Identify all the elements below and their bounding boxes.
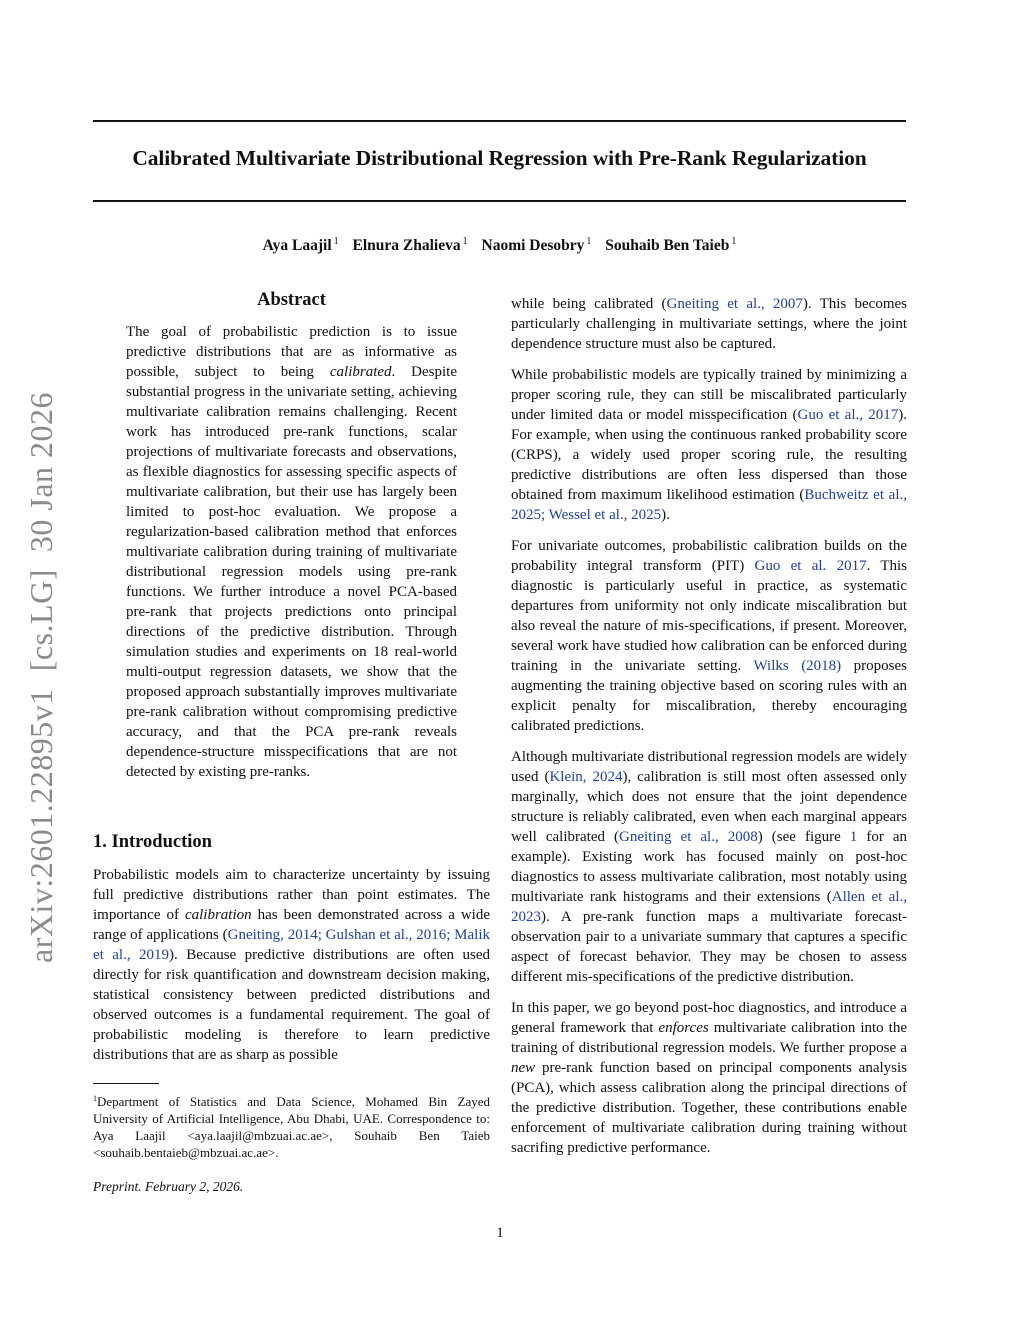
author-name: Souhaib Ben Taieb $^1$ — [605, 236, 737, 254]
author-name: Aya Laajil $^1$ — [262, 236, 339, 254]
page-number: 1 — [496, 1225, 504, 1241]
left-column — [93, 290, 490, 1195]
citation-link[interactable]: Buchweitz et al., 2025; Wessel et al., 2025 — [511, 487, 907, 523]
citation-link[interactable]: Wilks (2018) — [753, 658, 842, 674]
footnote-rule — [93, 1083, 159, 1084]
title-rule-top — [93, 120, 906, 122]
arxiv-identifier: arXiv:2601.22895v1 [cs.LG] 30 Jan 2026 — [23, 391, 59, 963]
intro-paragraph-2: While probabilistic models are typically trained by minimizing a proper scoring rule, they can still be miscalibrated particularly under limited data or model misspecification (Guo et al., 2017). For example, when using the continuous ranked probability score (CRPS), a widely used proper scoring rule, the resulting predictive distributions are often less dispersed than those obtained from maximum likelihood estimation (Buchweitz et al., 2025; Wessel et al., 2025). — [511, 367, 907, 523]
paper-title: Calibrated Multivariate Distributional Regression with Pre-Rank Regularization — [132, 146, 867, 170]
citation-link[interactable]: Guo et al., 2017 — [797, 407, 899, 423]
figure-reference-link[interactable]: 1 — [849, 829, 858, 845]
intro-paragraph-5: In this paper, we go beyond post-hoc diagnostics, and introduce a general framework that enforces multivariate calibration into the training of distributional regression models. We further propose a new pre-rank function based on principal components analysis (PCA), which assess calibration along the principal directions of the predictive distribution. Together, these contributions enable enforcement of multivariate calibration during training without sacrifing predictive performance. — [511, 1000, 907, 1156]
intro-paragraph-3: For univariate outcomes, probabilistic calibration builds on the probability integral transform (PIT) Guo et al. 2017. This diagnostic is particularly useful in practice, as systematic departures from uniformity not only indicate miscalibration but also reveal the nature of mis-specifications, if present. Moreover, several work have studied how calibration can be enforced during training in the univariate setting. Wilks (2018) proposes augmenting the training objective based on scoring rules with an explicit penalty for miscalibration, thereby encouraging calibrated predictions. — [511, 538, 907, 734]
citation-link[interactable]: Gneiting et al., 2007 — [666, 296, 803, 312]
citation-link[interactable]: Guo et al. 2017 — [754, 558, 867, 574]
abstract-heading: Abstract — [257, 290, 326, 310]
citation-link[interactable]: Gneiting, 2014; Gulshan et al., 2016; Malik et al., 2019 — [93, 927, 490, 963]
intro-paragraph-1-continued: while being calibrated (Gneiting et al., 2007). This becomes particularly challenging in multivariate settings, where the joint dependence structure must also be captured. — [511, 296, 907, 352]
author-name: Elnura Zhalieva $^1$ — [352, 236, 468, 254]
author-list — [93, 236, 906, 255]
citation-link[interactable]: Gneiting et al., 2008 — [619, 829, 758, 845]
intro-paragraph-4: Although multivariate distributional regression models are widely used (Klein, 2024), calibration is still most often assessed only marginally, which does not ensure that the joint dependence structure is reliably calibrated, even when each marginal appears well calibrated (Gneiting et al., 2008) (see figure 1 for an example). Existing work has focused mainly on post-hoc diagnostics to assess multivariate calibration, most notably using multivariate rank histograms and their extensions (Allen et al., 2023). A pre-rank function maps a multivariate forecast-observation pair to a univariate summary that captures a specific aspect of forecast behavior. They may be chosen to assess different mis-specifications of the predictive distribution. — [511, 749, 907, 985]
citation-link[interactable]: Klein, 2024 — [549, 769, 623, 785]
intro-paragraph-1: Probabilistic models aim to characterize uncertainty by issuing full predictive distributions rather than point estimates. The importance of calibration has been demonstrated across a wide range of applications (Gneiting, 2014; Gulshan et al., 2016; Malik et al., 2019). Because predictive distributions are often used directly for risk quantification and downstream decision making, statistical consistency between predicted distributions and observed outcomes is a fundamental requirement. The goal of probabilistic modeling is therefore to learn predictive distributions that are as sharp as possible — [93, 867, 490, 1063]
preprint-date: Preprint. February 2, 2026. — [93, 1179, 244, 1194]
author-name: Naomi Desobry $^1$ — [481, 236, 592, 254]
abstract-text: The goal of probabilistic prediction is to issue predictive distributions that are as informative as possible, subject to being calibrated. Despite substantial progress in the univariate setting, achieving multivariate calibration remains challenging. Recent work has introduced pre-rank functions, scalar projections of multivariate forecasts and observations, as flexible diagnostics for assessing specific aspects of multivariate calibration, but their use has largely been limited to post-hoc evaluation. We propose a regularization-based calibration method that enforces multivariate calibration during training of multivariate distributional regression models using pre-rank functions. We further introduce a novel PCA-based pre-rank that projects predictions onto principal directions of the predictive distribution. Through simulation studies and experiments on 18 real-world multi-output regression datasets, we show that the proposed approach substantially improves multivariate pre-rank calibration without compromising predictive accuracy, and that the PCA pre-rank reveals dependence-structure misspecifications that are not detected by existing pre-ranks. — [126, 324, 457, 780]
section-heading-introduction: 1. Introduction — [93, 832, 212, 852]
citation-link[interactable]: Allen et al., 2023 — [511, 889, 907, 925]
title-rule-bottom — [93, 200, 906, 202]
affiliation-footnote: $^1$Department of Statistics and Data Science, Mohamed Bin Zayed University of Artificial Intelligence, Abu Dhabi, UAE. Correspondence to: Aya Laajil <aya.laajil@mbzuai.ac.ae>, Souhaib Ben Taieb <souhaib.bentaieb@mbzuai.ac.ae>. — [93, 1094, 490, 1160]
right-column — [511, 294, 907, 1169]
